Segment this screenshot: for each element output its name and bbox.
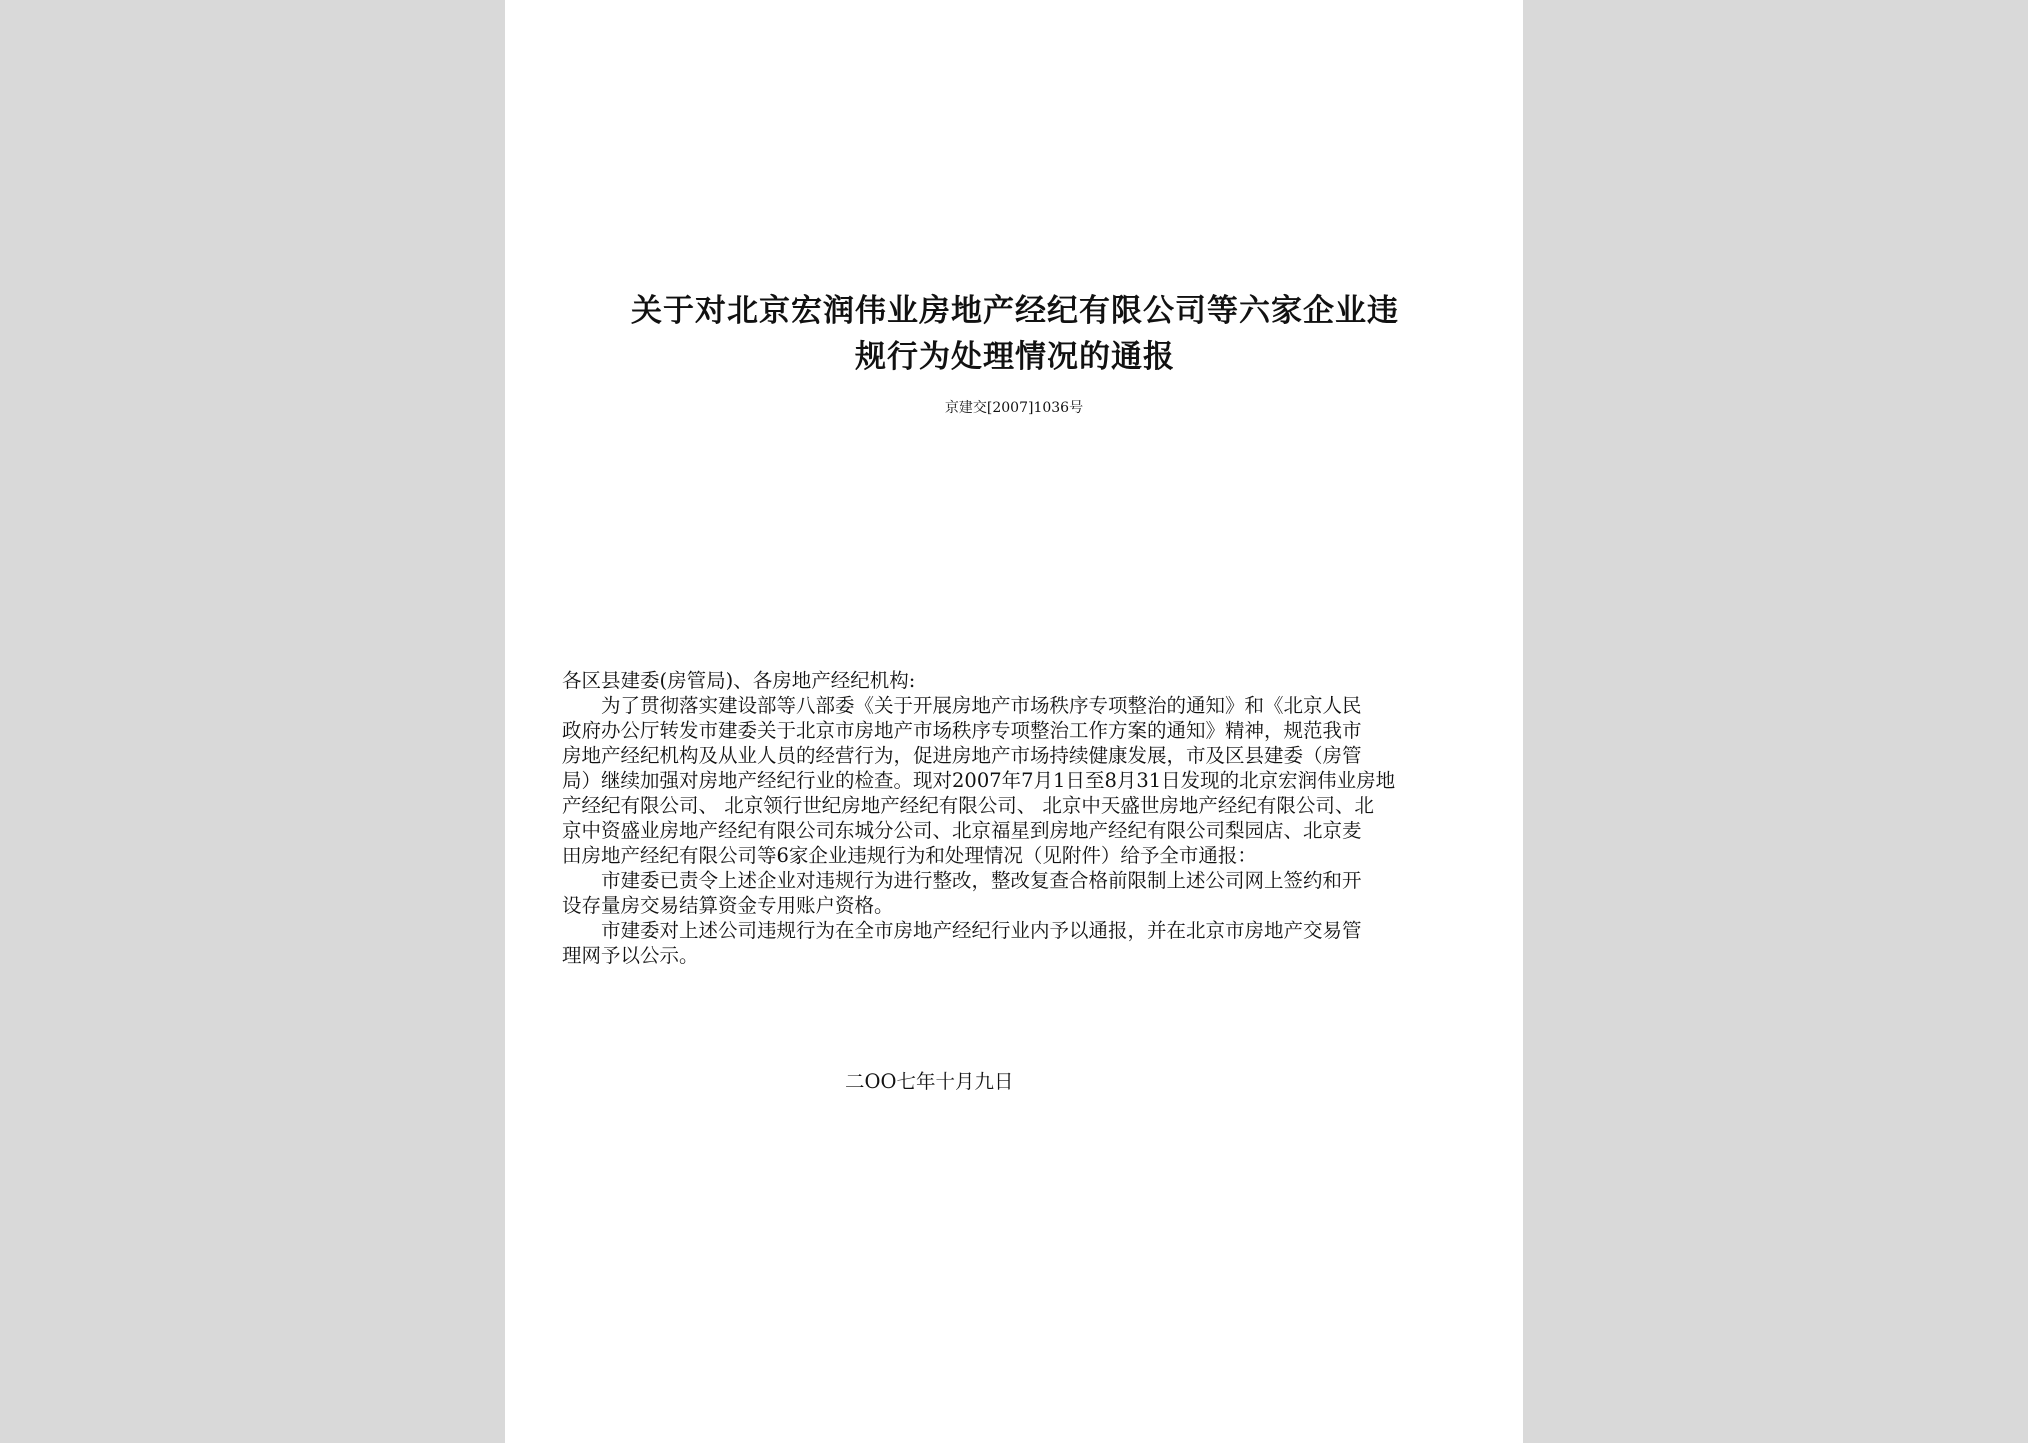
document-page bbox=[505, 0, 1523, 1443]
body-line: 京中资盛业房地产经纪有限公司东城分公司、北京福星到房地产经纪有限公司梨园店、北京麦 bbox=[562, 819, 1362, 842]
body-line: 局）继续加强对房地产经纪行业的检查。现对2007年7月1日至8月31日发现的北京宏润伟业房地 bbox=[562, 769, 1396, 792]
document-number: 京建交[2007]1036号 bbox=[944, 400, 1084, 416]
title-line-1: 关于对北京宏润伟业房地产经纪有限公司等六家企业违 bbox=[631, 293, 1399, 329]
body-line: 设存量房交易结算资金专用账户资格。 bbox=[562, 894, 894, 917]
body-line: 市建委对上述公司违规行为在全市房地产经纪行业内予以通报，并在北京市房地产交易管 bbox=[562, 919, 1362, 942]
body-line: 为了贯彻落实建设部等八部委《关于开展房地产市场秩序专项整治的通知》和《北京人民 bbox=[562, 694, 1362, 717]
body-line: 产经纪有限公司、 北京领行世纪房地产经纪有限公司、 北京中天盛世房地产经纪有限公司、北 bbox=[562, 794, 1374, 817]
body-line: 政府办公厅转发市建委关于北京市房地产市场秩序专项整治工作方案的通知》精神，规范我市 bbox=[562, 719, 1362, 742]
body-line: 理网予以公示。 bbox=[562, 944, 699, 967]
body-line: 各区县建委(房管局)、各房地产经纪机构: bbox=[562, 669, 916, 692]
document-date: 二OO七年十月九日 bbox=[845, 1070, 1014, 1093]
body-line: 市建委已责令上述企业对违规行为进行整改，整改复查合格前限制上述公司网上签约和开 bbox=[562, 869, 1362, 892]
title-line-2: 规行为处理情况的通报 bbox=[855, 339, 1175, 375]
document-title bbox=[565, 288, 1465, 380]
document-body bbox=[562, 668, 1472, 968]
body-line: 田房地产经纪有限公司等6家企业违规行为和处理情况（见附件）给予全市通报： bbox=[562, 844, 1257, 867]
body-line: 房地产经纪机构及从业人员的经营行为，促进房地产市场持续健康发展，市及区县建委（房管 bbox=[562, 744, 1362, 767]
